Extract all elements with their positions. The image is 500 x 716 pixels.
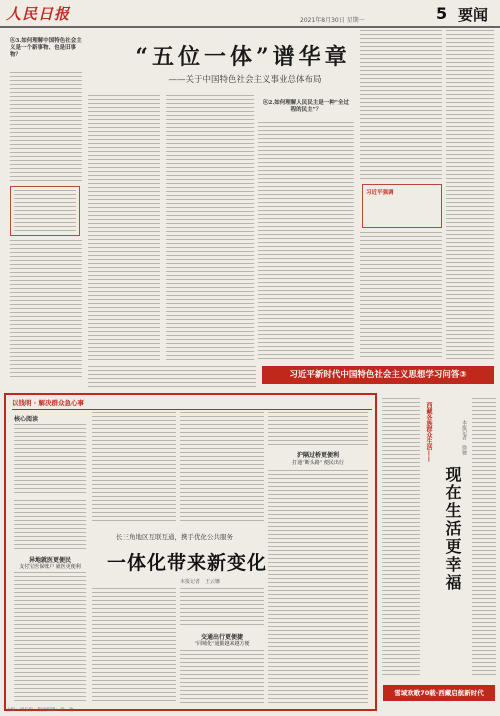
bottom-subheading: 交通出行更便捷: [200, 634, 243, 641]
note-label: 习近平强调: [366, 190, 394, 196]
feature-headline: 一体化带来新变化: [107, 552, 268, 574]
page-footer: 主编：刘长海 版面编辑：徐 冶: [6, 708, 74, 713]
text-column: [166, 95, 254, 360]
mid-question-heading: ⑥2.如何理解人民民主是一种“全过程的民主”？: [263, 100, 349, 113]
feature-kicker: 长三角地区互联互通，携手优化公共服务: [116, 533, 233, 541]
series-banner-2: 雪域欢歌70载·西藏启航新时代: [383, 685, 495, 701]
note-box: [10, 186, 80, 236]
column-kicker: 以钱明 · 解决群众急心事: [12, 399, 84, 407]
box-heading: 沪隔过桥更便利: [296, 452, 339, 459]
text-column: [360, 30, 442, 180]
text-column: [92, 412, 176, 524]
text-column: [472, 398, 496, 678]
text-column: [92, 588, 176, 703]
dateline: 2021年8月30日 星期一: [300, 17, 365, 24]
note-box: [362, 184, 442, 228]
text-column: [88, 95, 160, 360]
text-column: [360, 232, 442, 360]
right-byline: 本报记者 徐驰: [461, 420, 467, 455]
kicker-rule: [12, 409, 372, 410]
masthead-rule: [0, 26, 500, 28]
text-column: [180, 588, 264, 628]
text-column: [14, 572, 86, 702]
subheadline: ——关于中国特色社会主义事业总体布局: [168, 75, 322, 85]
text-column: [268, 412, 368, 446]
right-kicker: 西藏各族群众生活——: [425, 402, 432, 462]
box-subheading: 打通“断头路” 便民出行: [292, 460, 344, 466]
bottom-subheading-2: “同城化”通勤越来越方便: [194, 641, 250, 647]
left-subheading: 异地就医更便民: [28, 557, 71, 564]
core-reading-label: 核心阅读: [14, 416, 39, 423]
left-subheading-2: 支付宝医保账户 就医更便利: [19, 564, 81, 570]
text-column: [14, 500, 86, 550]
section-title: 要闻: [458, 6, 489, 24]
text-column: [446, 30, 494, 360]
core-reading-text: [14, 424, 86, 494]
left-question-heading: ⑥3.如何理解中国特色社会主义是一个新事物、也是旧事物？: [10, 38, 82, 58]
feature-byline: 本报记者 王云娜: [180, 579, 221, 585]
headline: “五位一体”谱华章: [135, 44, 351, 70]
text-column: [10, 72, 82, 182]
page-number: 5: [436, 4, 448, 23]
text-column: [268, 470, 368, 705]
text-column: [88, 366, 256, 388]
text-column: [180, 650, 264, 703]
text-column: [258, 122, 354, 360]
newspaper-logo: 人民日报: [6, 5, 71, 23]
series-banner: 习近平新时代中国特色社会主义思想学习问答③: [262, 366, 494, 384]
text-column: [382, 398, 420, 678]
right-headline: 现在生活更幸福: [443, 466, 462, 592]
text-column: [10, 240, 82, 380]
text-column: [180, 412, 264, 524]
